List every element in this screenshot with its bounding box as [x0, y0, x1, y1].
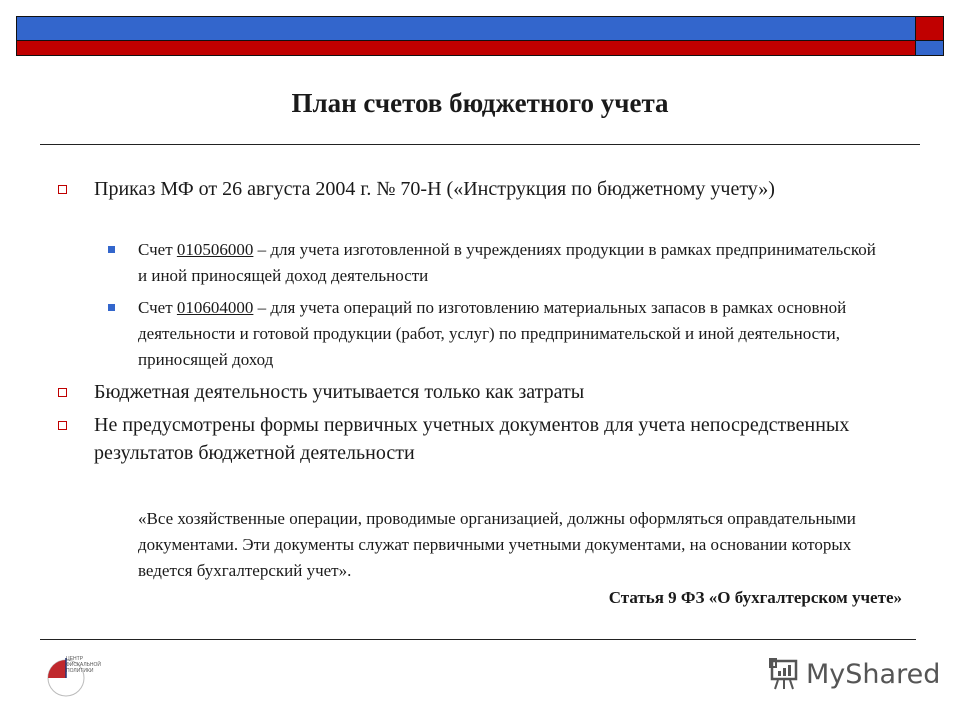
account-number: 010506000 — [176, 240, 254, 259]
hollow-square-bullet-icon — [58, 421, 67, 430]
bullet-text: – для учета изготовленной в учреждениях продукции в рамках предпринимательской и иной приносящей доход деятельности — [138, 240, 876, 285]
myshared-watermark — [768, 657, 940, 691]
hollow-square-bullet-icon — [58, 388, 67, 397]
bullet-item — [94, 411, 874, 467]
watermark-text: MyShared — [806, 658, 941, 690]
header-square-blue — [915, 40, 944, 56]
presentation-board-icon — [768, 657, 800, 691]
quote: «Все хозяйственные операции, проводимые организацией, должны оформляться оправдательными документами. Эти документы служат первичными учетными документами, на основании которых ведется бухгалтерский учет». — [138, 509, 856, 580]
fiscal-policy-logo — [44, 652, 124, 700]
title-divider — [40, 144, 920, 145]
sub-bullet-item — [138, 295, 888, 373]
header-bar-red — [16, 40, 916, 56]
square-bullet-icon — [108, 304, 115, 311]
bullet-text: – для учета операций по изготовлению материальных запасов в рамках основной деятельности и готовой продукции (работ, услуг) по предпринимательской и иной деятельности, приносящей доход — [138, 298, 847, 369]
bullet-text: Не предусмотрены формы первичных учетных документов для учета непосредственных результатов бюджетной деятельности — [94, 414, 850, 464]
logo-text: ЦЕНТР ФИСКАЛЬНОЙ ПОЛИТИКИ — [66, 656, 102, 674]
prefix: Счет — [138, 240, 177, 259]
prefix: Счет — [138, 298, 177, 317]
bullet-item — [94, 175, 874, 203]
bullet-text: Приказ МФ от 26 августа 2004 г. № 70-Н («Инструкция по бюджетному учету») — [94, 178, 775, 200]
bullet-item — [94, 378, 874, 406]
bullet-text: Бюджетная деятельность учитывается только как затраты — [94, 381, 585, 403]
hollow-square-bullet-icon — [58, 185, 67, 194]
slide-title: План счетов бюджетного учета — [291, 88, 669, 118]
footer-divider — [40, 639, 916, 640]
square-bullet-icon — [108, 246, 115, 253]
sub-bullet-item — [138, 237, 888, 289]
citation: Статья 9 ФЗ «О бухгалтерском учете» — [608, 588, 902, 607]
header-square-red — [915, 16, 944, 41]
header-bar-blue — [16, 16, 916, 41]
account-number: 010604000 — [176, 298, 254, 317]
